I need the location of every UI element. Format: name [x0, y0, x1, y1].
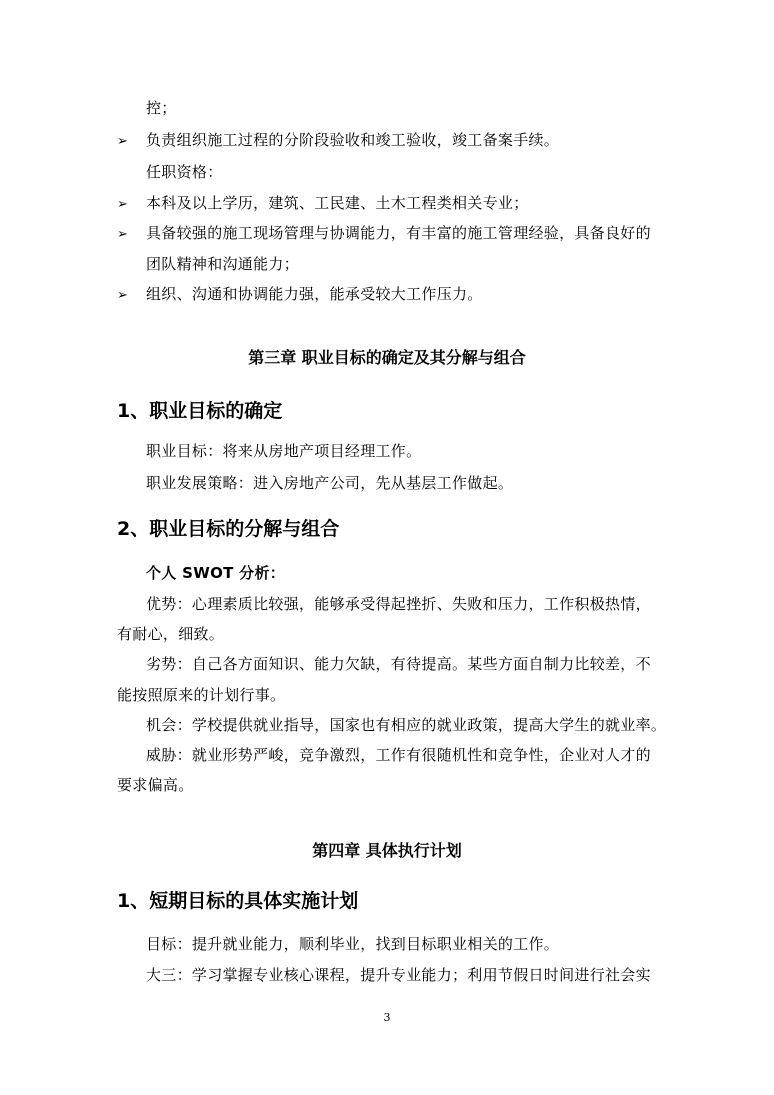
text-line: 任职资格：	[146, 163, 223, 181]
text-line: 大三：学习掌握专业核心课程，提升专业能力；利用节假日时间进行社会实	[146, 966, 651, 984]
arrow-bullet-icon: ➢	[117, 197, 129, 212]
section-heading: 1、短期目标的具体实施计划	[117, 890, 359, 912]
text-line: 机会：学校提供就业指导，国家也有相应的就业政策，提高大学生的就业率。	[146, 716, 667, 734]
text-line: 优势：心理素质比较强，能够承受得起挫折、失败和压力，工作积极热情，	[146, 595, 651, 613]
text-line: 有耐心，细致。	[117, 625, 225, 643]
chapter-title: 第三章 职业目标的确定及其分解与组合	[248, 348, 526, 367]
chapter-title: 第四章 具体执行计划	[312, 841, 462, 860]
text-line: 要求偏高。	[117, 776, 194, 794]
arrow-bullet-icon: ➢	[117, 288, 129, 303]
page-number: 3	[383, 1011, 391, 1024]
text-line: 职业目标：将来从房地产项目经理工作。	[146, 442, 422, 460]
bullet-item	[117, 193, 662, 215]
text-line: 职业发展策略：进入房地产公司，先从基层工作做起。	[146, 474, 514, 492]
section-heading: 1、职业目标的确定	[117, 400, 283, 422]
text-line: 劣势：自己各方面知识、能力欠缺，有待提高。某些方面自制力比较差，不	[146, 655, 651, 673]
arrow-bullet-icon: ➢	[117, 134, 129, 149]
bullet-text: 本科及以上学历，建筑、工民建、土木工程类相关专业；	[146, 194, 529, 212]
bullet-item	[117, 130, 662, 152]
text-line: 威胁：就业形势严峻，竞争激烈，工作有很随机性和竞争性，企业对人才的	[146, 746, 651, 764]
text-line: 能按照原来的计划行事。	[117, 686, 286, 704]
bullet-text: 组织、沟通和协调能力强，能承受较大工作压力。	[146, 285, 483, 303]
text-line: 团队精神和沟通能力；	[146, 255, 300, 273]
bullet-text: 负责组织施工过程的分阶段验收和竣工验收，竣工备案手续。	[146, 131, 560, 149]
bullet-item	[117, 284, 662, 306]
text-line: 控；	[146, 99, 177, 117]
arrow-bullet-icon: ➢	[117, 227, 129, 242]
section-heading: 2、职业目标的分解与组合	[117, 518, 340, 540]
bullet-text: 具备较强的施工现场管理与协调能力，有丰富的施工管理经验，具备良好的	[146, 224, 651, 242]
bullet-item	[117, 223, 662, 245]
swot-title: 个人 SWOT 分析：	[146, 564, 286, 582]
text-line: 目标：提升就业能力，顺利毕业，找到目标职业相关的工作。	[146, 935, 560, 953]
